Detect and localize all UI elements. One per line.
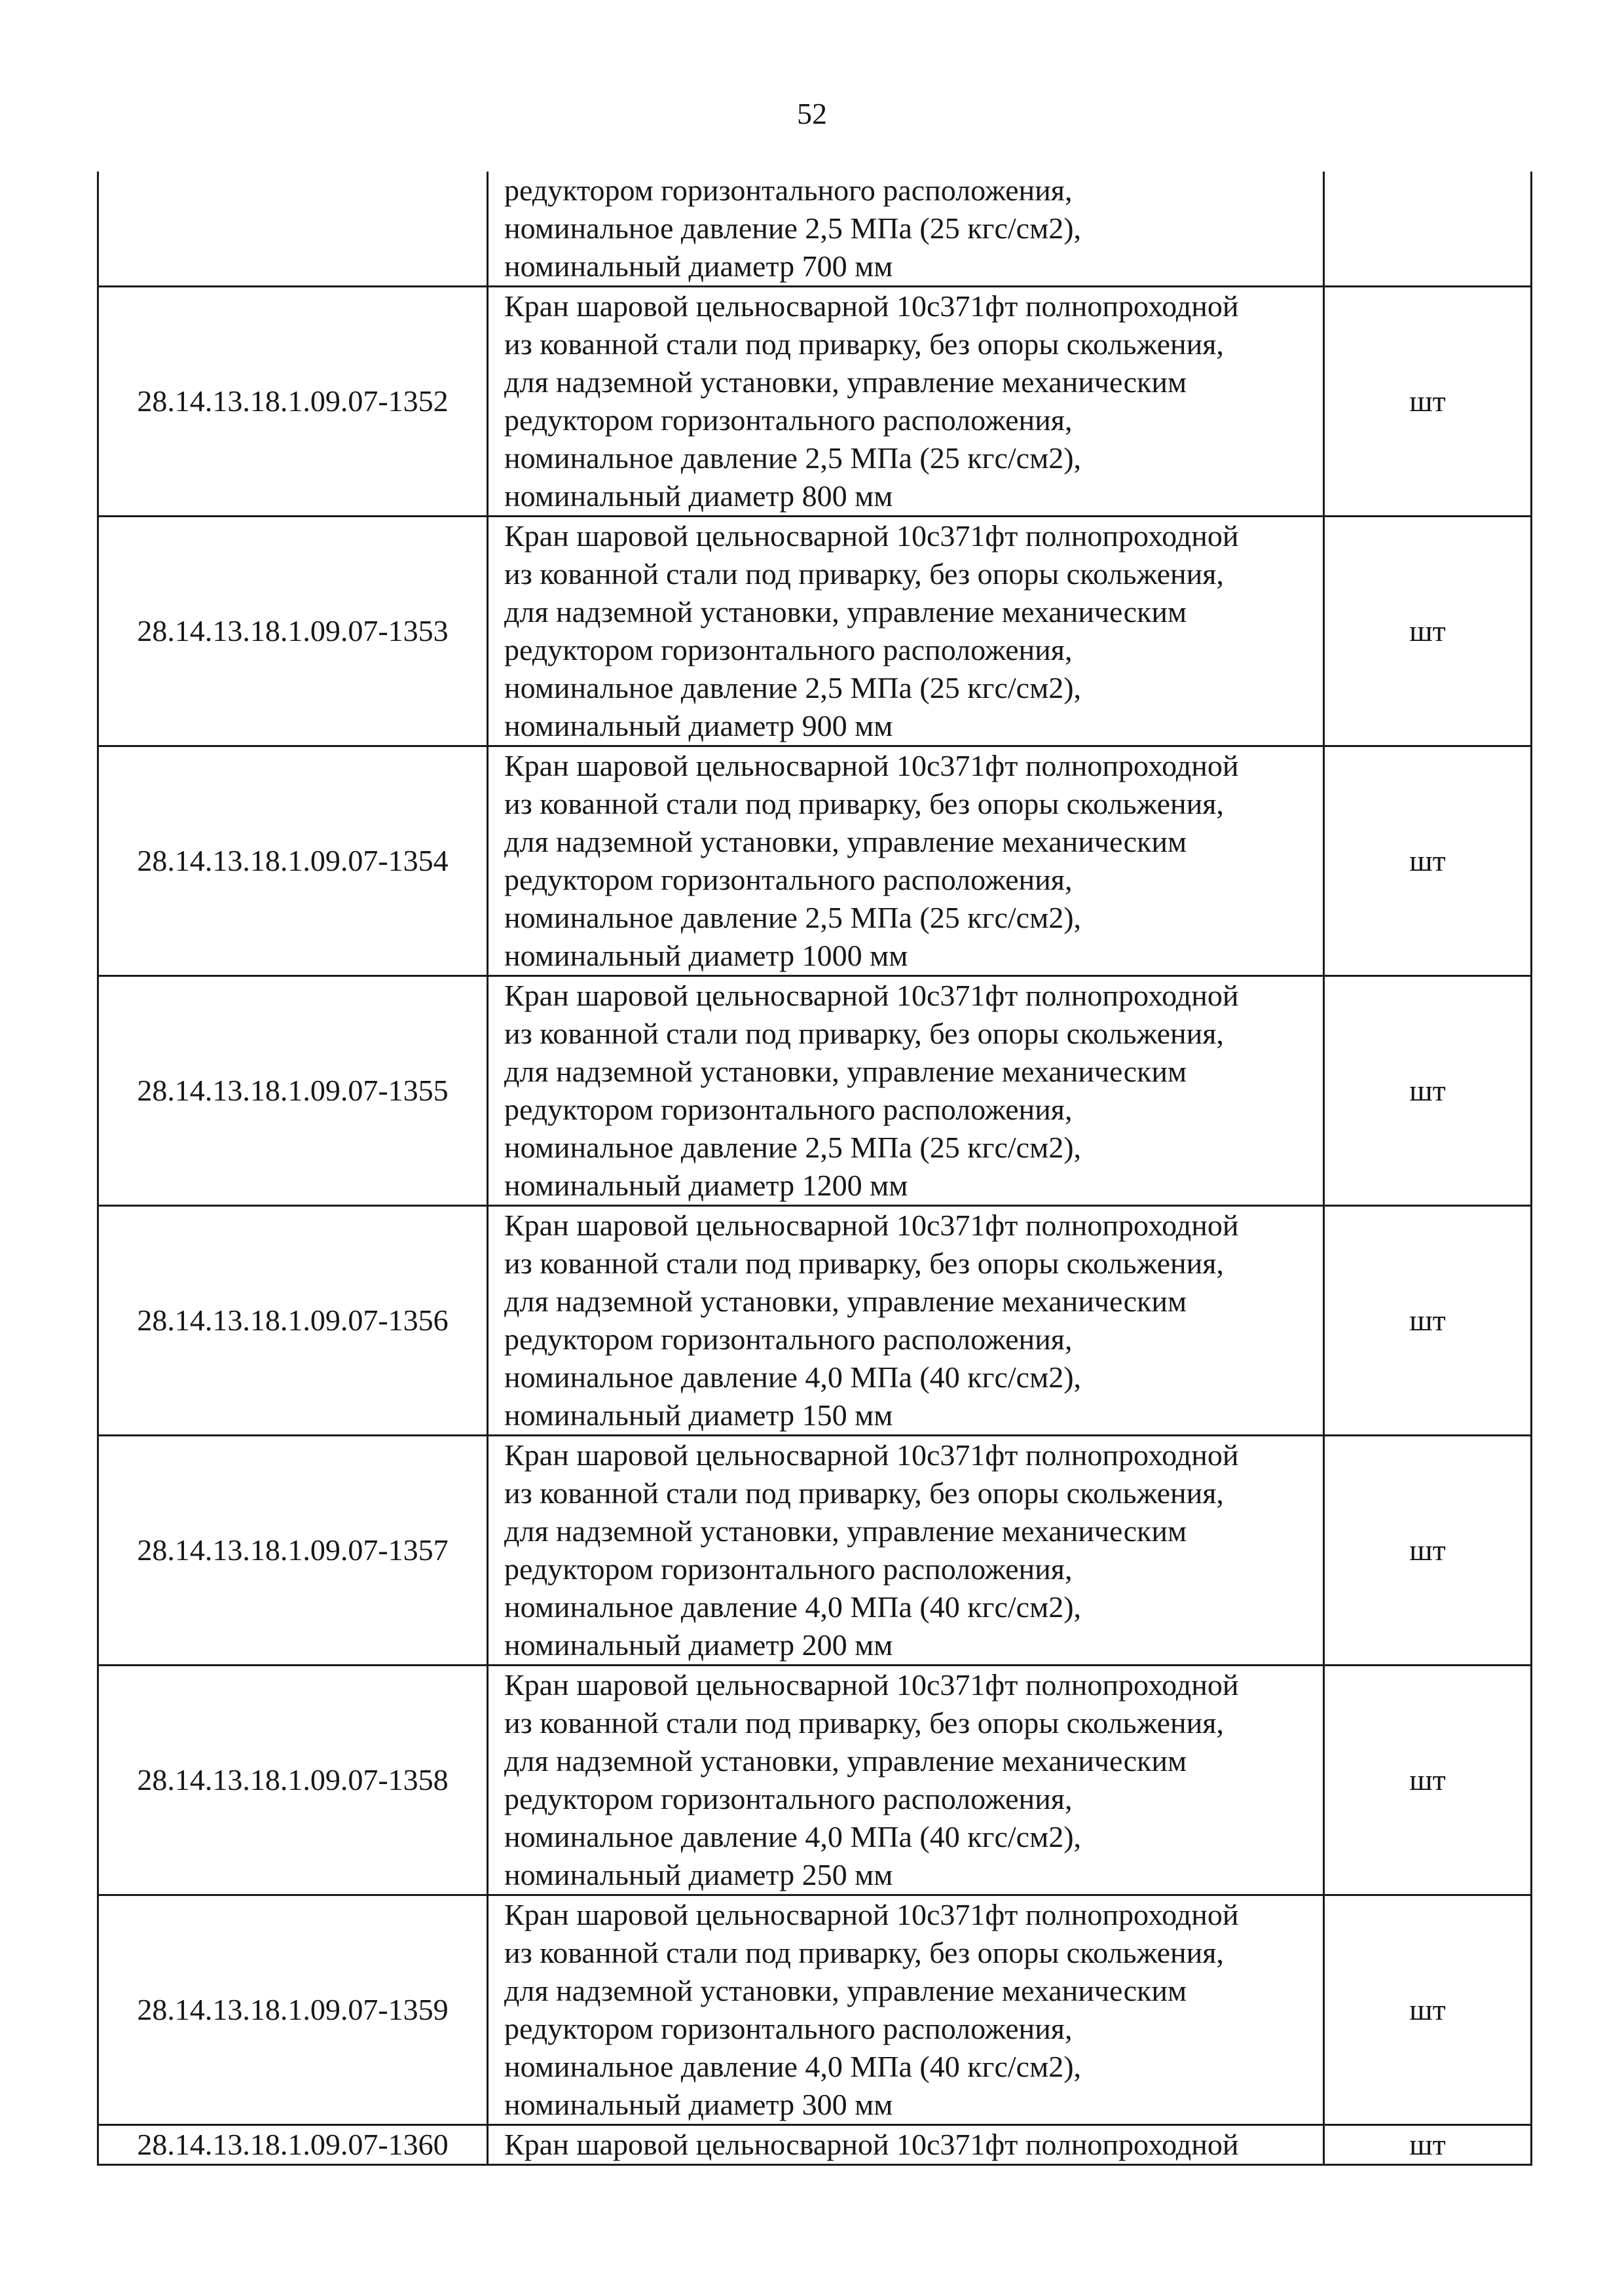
unit-cell: шт — [1324, 1436, 1532, 1666]
resource-code-cell: 28.14.13.18.1.09.07-1358 — [98, 1666, 488, 1895]
table-row — [98, 2125, 1532, 2165]
table-row — [98, 1895, 1532, 2125]
unit-cell: шт — [1324, 1666, 1532, 1895]
unit-cell: шт — [1324, 2125, 1532, 2165]
page-number: 52 — [797, 97, 827, 130]
unit-cell: шт — [1324, 287, 1532, 517]
resource-code-cell: 28.14.13.18.1.09.07-1353 — [98, 517, 488, 746]
specification-table-body — [98, 172, 1532, 2165]
table-row — [98, 287, 1532, 517]
unit-cell: шт — [1324, 517, 1532, 746]
description-cell: Кран шаровой цельносварной 10с371фт полнопроходной из кованной стали под приварку, без опоры скольжения, для надземной установки, управление механическим редуктором горизонтального расположения, номинальное давление 2,5 МПа (25 кгс/см2), номинальный диаметр 900 мм — [488, 517, 1324, 746]
resource-code-cell: 28.14.13.18.1.09.07-1354 — [98, 746, 488, 976]
description-cell: редуктором горизонтального расположения, номинальное давление 2,5 МПа (25 кгс/см2), номинальный диаметр 700 мм — [488, 172, 1324, 287]
unit-cell: шт — [1324, 1895, 1532, 2125]
unit-cell: шт — [1324, 1206, 1532, 1436]
resource-code-cell: 28.14.13.18.1.09.07-1357 — [98, 1436, 488, 1666]
unit-cell: шт — [1324, 746, 1532, 976]
table-row-continuation — [98, 172, 1532, 287]
description-cell: Кран шаровой цельносварной 10с371фт полнопроходной из кованной стали под приварку, без опоры скольжения, для надземной установки, управление механическим редуктором горизонтального расположения, номинальное давление 4,0 МПа (40 кгс/см2), номинальный диаметр 200 мм — [488, 1436, 1324, 1666]
description-cell: Кран шаровой цельносварной 10с371фт полнопроходной из кованной стали под приварку, без опоры скольжения, для надземной установки, управление механическим редуктором горизонтального расположения, номинальное давление 2,5 МПа (25 кгс/см2), номинальный диаметр 1000 мм — [488, 746, 1324, 976]
description-cell: Кран шаровой цельносварной 10с371фт полнопроходной из кованной стали под приварку, без опоры скольжения, для надземной установки, управление механическим редуктором горизонтального расположения, номинальное давление 4,0 МПа (40 кгс/см2), номинальный диаметр 250 мм — [488, 1666, 1324, 1895]
resource-code-cell — [98, 172, 488, 287]
description-cell: Кран шаровой цельносварной 10с371фт полнопроходной из кованной стали под приварку, без опоры скольжения, для надземной установки, управление механическим редуктором горизонтального расположения, номинальное давление 4,0 МПа (40 кгс/см2), номинальный диаметр 300 мм — [488, 1895, 1324, 2125]
resource-code-cell: 28.14.13.18.1.09.07-1359 — [98, 1895, 488, 2125]
table-row — [98, 1436, 1532, 1666]
table-row — [98, 1206, 1532, 1436]
unit-cell — [1324, 172, 1532, 287]
description-cell: Кран шаровой цельносварной 10с371фт полнопроходной из кованной стали под приварку, без опоры скольжения, для надземной установки, управление механическим редуктором горизонтального расположения, номинальное давление 2,5 МПа (25 кгс/см2), номинальный диаметр 1200 мм — [488, 976, 1324, 1206]
unit-cell: шт — [1324, 976, 1532, 1206]
table-row — [98, 746, 1532, 976]
resource-code-cell: 28.14.13.18.1.09.07-1360 — [98, 2125, 488, 2165]
resource-code-cell: 28.14.13.18.1.09.07-1356 — [98, 1206, 488, 1436]
table-row — [98, 1666, 1532, 1895]
description-cell: Кран шаровой цельносварной 10с371фт полнопроходной из кованной стали под приварку, без опоры скольжения, для надземной установки, управление механическим редуктором горизонтального расположения, номинальное давление 2,5 МПа (25 кгс/см2), номинальный диаметр 800 мм — [488, 287, 1324, 517]
table-row — [98, 976, 1532, 1206]
table-row — [98, 517, 1532, 746]
description-cell: Кран шаровой цельносварной 10с371фт полнопроходной — [488, 2125, 1324, 2165]
resource-code-cell: 28.14.13.18.1.09.07-1352 — [98, 287, 488, 517]
specification-table — [97, 172, 1532, 2166]
resource-code-cell: 28.14.13.18.1.09.07-1355 — [98, 976, 488, 1206]
description-cell: Кран шаровой цельносварной 10с371фт полнопроходной из кованной стали под приварку, без опоры скольжения, для надземной установки, управление механическим редуктором горизонтального расположения, номинальное давление 4,0 МПа (40 кгс/см2), номинальный диаметр 150 мм — [488, 1206, 1324, 1436]
